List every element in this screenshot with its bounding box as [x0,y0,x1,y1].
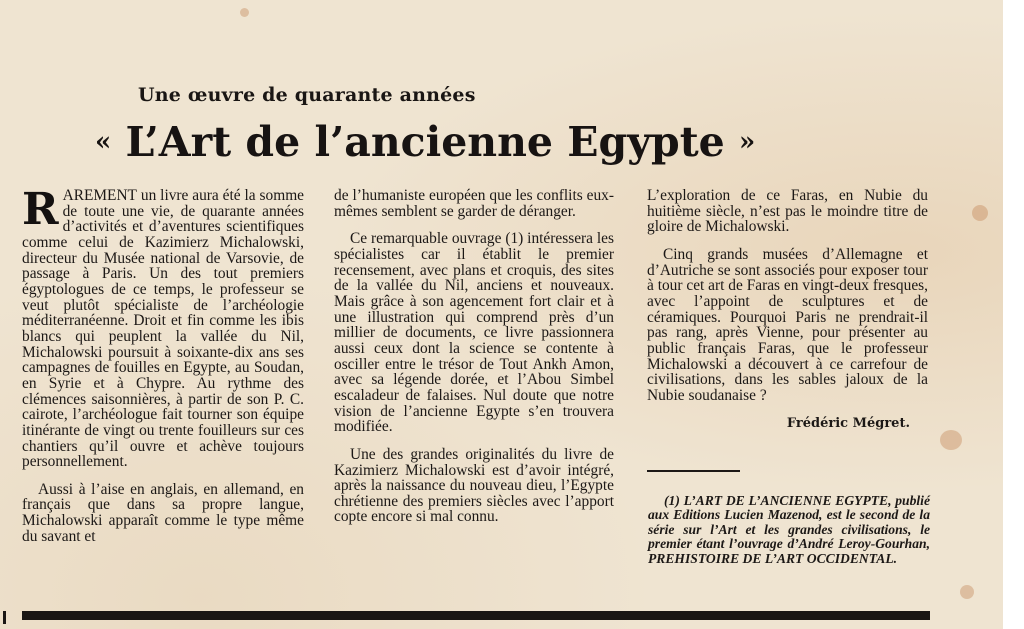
footnote [648,494,930,566]
drop-cap: R [22,184,59,235]
article-kicker: Une œuvre de quarante années [138,84,476,106]
headline-text: L’Art de l’ancienne Egypte [125,118,725,166]
headline-close-quote: » [739,127,756,157]
article-column-2 [334,188,614,537]
paper-stain [240,8,249,17]
paragraph: Cinq grands musées d’Allemagne et d’Autriche se sont associés pour exposer tour à tour cet art de Faras en vingt-deux fresques, avec l’appoint de sculptures et de céramiques. Pourquoi Paris ne prendrait-il pas rang, après Vienne, pour présenter au public français Faras, que le professeur Michalowski a découvert à ce carrefour de civilisations, dans les sables jaloux de la Nubie soudanaise ? [647,245,928,404]
scan-margin [1003,0,1024,629]
paragraph [22,184,304,471]
article-column-1 [22,184,304,556]
paragraph: L’exploration de ce Faras, en Nubie du huitième siècle, n’est pas le moindre titre de gloire de Michalowski. [647,187,928,236]
paragraph: de l’humaniste européen que les conflits eux-mêmes semblent se garder de déranger. [334,187,614,220]
paragraph-text: un livre aura été la somme de toute une vie, de quarante années d’activités et d’aventures scientifiques comme celui de Kazimierz Michalowski, directeur du Musée national de Varsovie, de passage à Paris. Un des tout premiers égyptologues de ce temps, le professeur se veut plutôt spécialiste de l’archéologie méditerranéenne. Droit et fin comme les ibis blancs qui peuplent la vallée du Nil, Michalowski poursuit à soixante-dix ans ses campagnes de fouilles en Egypte, au Soudan, en Syrie et à Chypre. Au rythme des clémences saisonnières, à partir de son P. C. cairote, l’archéologue fait tourner son équipe itinérante de vingt ou trente fouilleurs sur ces chantiers qu’il ouvre et achève toujours personnellement. [22,187,304,471]
headline-open-quote: « [95,127,112,157]
paragraph: Ce remarquable ouvrage (1) intéressera les spécialistes car il établit le premier recensement, avec plans et croquis, des sites de la vallée du Nil, anciens et nouveaux. Mais grâce à son agencement fort clair et à une illustration qui comprend près d’un millier de documents, ce livre passionnera aussi ceux dont la science se contente à osciller entre le trésor de Tout Ankh Amon, avec sa légende dorée, et l’Abou Simbel escaladeur de falaises. Nul doute que notre vision de l’ancienne Egypte s’en trouvera modifiée. [334,230,614,436]
paper-stain [960,585,974,599]
article-column-3 [647,188,928,443]
paper-stain [940,430,962,450]
footnote-text: (1) L’ART DE L’ANCIENNE EGYPTE, publié aux Editions Lucien Mazenod, est le second de la série sur l’Art et les grandes civilisations, le premier étant l’ouvrage d’André Leroy-Gourhan, PREHISTOIRE DE L’ART OCCIDENTAL. [648,493,930,566]
footnote-divider [647,470,740,472]
author-signature: Frédéric Mégret. [786,415,910,431]
lead-word: AREMENT [62,187,137,204]
bottom-rule [22,611,930,620]
corner-mark [3,611,6,624]
paper-stain [972,205,988,221]
paragraph: Une des grandes originalités du livre de Kazimierz Michalowski est d’avoir intégré, après la naissance du nouveau dieu, l’Egypte chrétienne des premiers siècles avec l’apport copte encore si mal connu. [334,445,614,526]
paragraph: Aussi à l’aise en anglais, en allemand, en français que dans sa propre langue, Michalowski apparaît comme le type même du savant et [22,480,304,545]
article-headline [95,118,875,166]
